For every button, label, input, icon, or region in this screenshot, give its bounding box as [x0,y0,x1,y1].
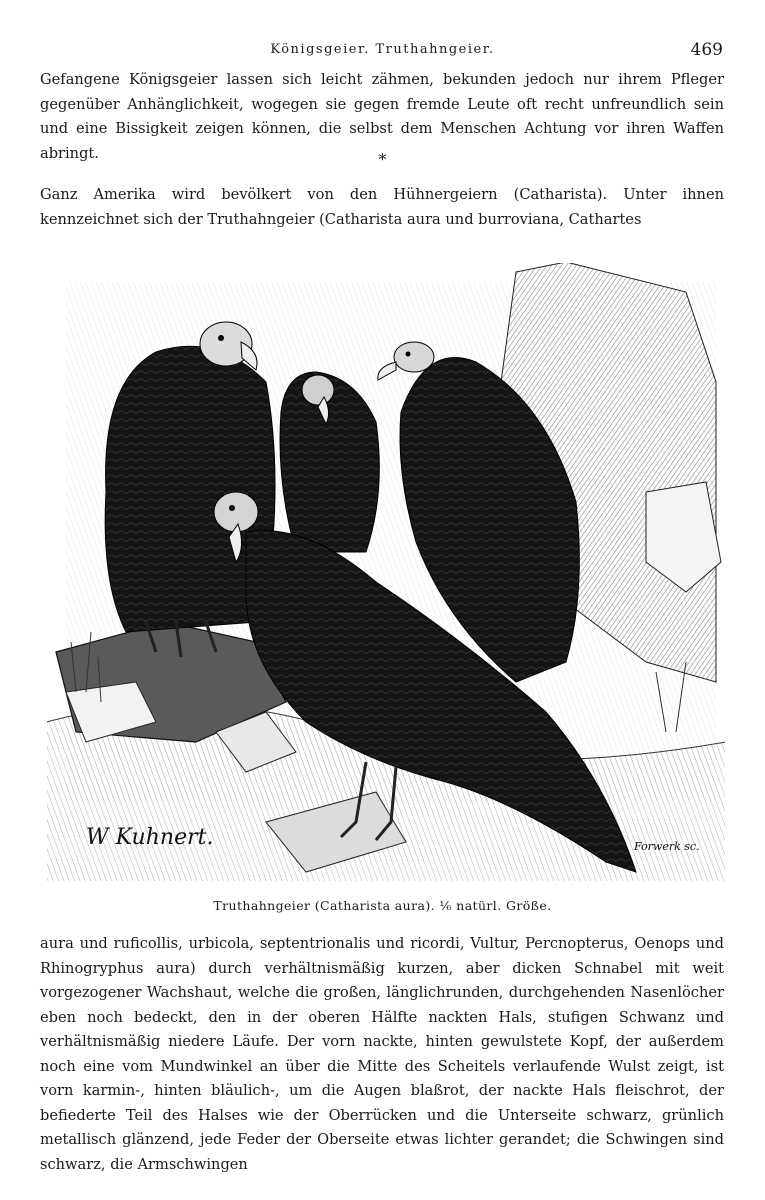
page-number: 469 [690,40,723,60]
section-divider-asterisk: * [378,150,387,169]
engraving-svg [46,262,726,882]
paragraph-turkey-vulture-intro: Ganz Amerika wird bevölkert von den Hühnergeiern (Catharista). Unter ihnen kennzeichnet sich der Truthahngeier (Catharista aura und burroviana, Cathartes [40,186,724,228]
running-head [0,40,765,60]
artist-signature: W Kuhnert. [86,825,214,850]
paragraph-turkey-vulture-description: aura und ruficollis, urbicola, septentrionalis und ricordi, Vultur, Percnopterus, Oenops und Rhinogryphus aura) durch verhältnismäßig kurzen, aber dicken Schnabel mit weit vorgezogener Wachshaut, welche die großen, länglichrunden, durchgehenden Nasenlöcher eben noch bedeckt, den in der oberen Hälfte nackten Hals, stufigen Schwanz und verhältnismäßig niedere Läufe. Der vorn nackte, hinten gewulstete Kopf, der außerdem noch eine vom Mundwinkel an über die Mitte des Scheitels verlaufende Wulst zeigt, ist vorn karmin-, hinten bläulich-, um die Augen blaßrot, der nackte Hals fleischrot, der befiederte Teil des Halses wie der Oberrücken und die Unterseite schwarz, grünlich metallisch glänzend, jede Feder der Oberseite etwas lichter gerandet; die Schwingen sind schwarz, die Armschwingen [40,935,724,1173]
paragraph-captive-king-vultures: Gefangene Königsgeier lassen sich leicht zähmen, bekunden jedoch nur ihrem Pfleger gegenüber Anhänglichkeit, wogegen sie gegen fremde Leute oft recht unfreundlich sein und eine Bissigkeit zeigen können, die selbst dem Menschen Achtung vor ihren Waffen abringt. [40,71,724,162]
running-title: Königsgeier. Truthahngeier. [270,42,495,57]
turkey-vulture-illustration [46,262,726,882]
engraver-signature: Forwerk sc. [634,840,700,853]
figure-caption: Truthahngeier (Catharista aura). ⅙ natürl. Größe. [213,898,552,913]
